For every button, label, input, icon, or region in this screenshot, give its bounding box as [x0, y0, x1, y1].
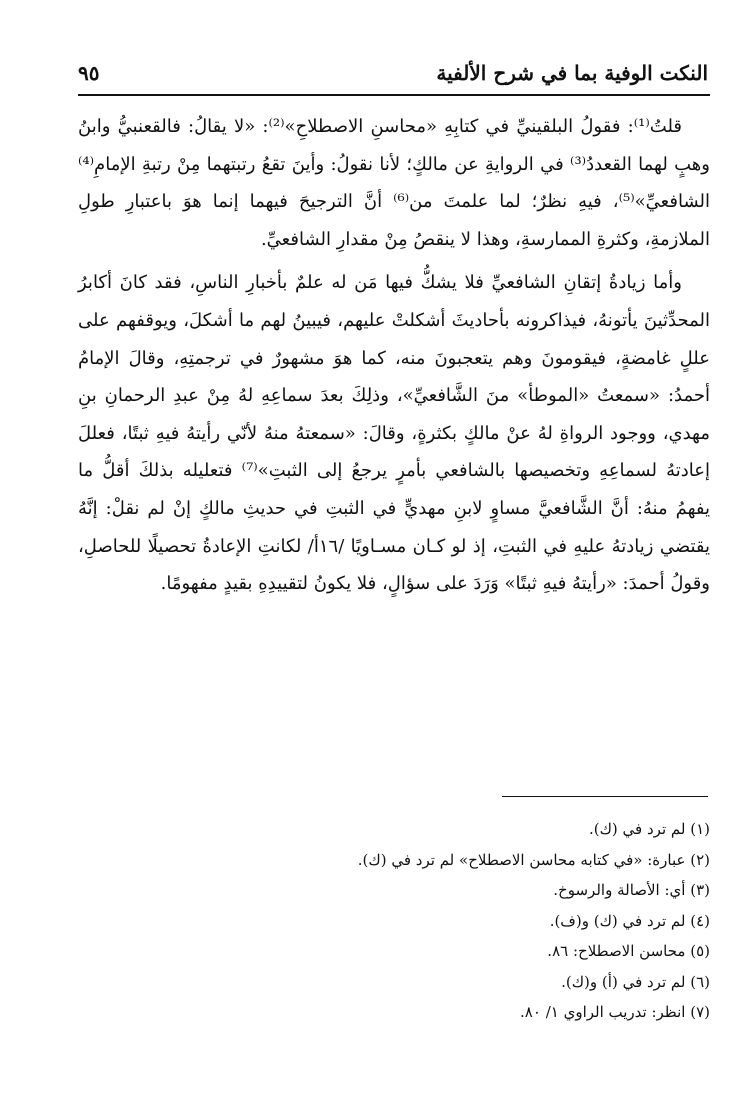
footnote: (٧) انظر: تدريب الراوي ١/ ٨٠.	[520, 1003, 710, 1021]
page-number: ٩٥	[78, 61, 100, 85]
footnote: (٢) عبارة: «في كتابه محاسن الاصطلاح» لم ترد في (ك).	[357, 850, 710, 869]
footnote: (٦) لم ترد في (أ) و(ك).	[561, 972, 710, 991]
running-title: النكت الوفية بما في شرح الألفية	[436, 61, 708, 85]
header-divider	[78, 94, 710, 96]
footnote: (٤) لم ترد في (ك) و(ف).	[549, 911, 710, 930]
footnote-divider	[502, 796, 708, 797]
footnote: (٣) أي: الأصالة والرسوخ.	[553, 881, 710, 899]
paragraph: وأما زيادةُ إتقانِ الشافعيِّ فلا يشكُّ فيها مَن له علمٌ بأخبارِ الناسِ، فقد كانَ أكابرُ المحدِّثينَ يأتونهُ، فيذاكرونه بأحاديثَ أشكلتْ عليهم، فيبينُ لهم ما أشكلَ، ويوقفهم على عللٍ غامضةٍ، فيقومونَ وهم يتعجبونَ منه، كما هوَ مشهورٌ في ترجمتِهِ، وقالَ الإمامُ أحمدُ: «سمعتُ «الموطأ» منَ الشَّافعيِّ»، وذلِكَ بعدَ سماعِهِ لهُ مِنْ عبدِ الرحمانِ بنِ مهدي، ووجود الرواةِ لهُ عنْ مالكٍ بكثرةٍ، وقالَ: «سمعتهُ منهُ لأنّي رأيتهُ فيهِ ثبتًا، فعللَ إعادتهُ لسماعِهِ وتخصيصها بالشافعي بأمرٍ يرجعُ إلى الثبتِ»⁽⁷⁾ فتعليله بذلكَ أقلُّ ما يفهمُ منهُ: أنَّ الشَّافعيَّ مساوٍ لابنِ مهديٍّ في الثبتِ في حديثِ مالكٍ إنْ لم نقلْ: إنَّهُ يقتضي زيادتهُ عليهِ في الثبتِ، إذ لو كـان مسـاويًا /١٦أ/ لكانتِ الإعادةُ تحصيلًا للحاصلِ، وقولُ أحمدَ: «رأيتهُ فيهِ ثبتًا» وَرَدَ على سؤالٍ، فلا يكونُ لتقييدِهِ بقيدٍ مفهومًا.	[78, 272, 710, 595]
footnote: (١) لم ترد في (ك).	[588, 820, 710, 838]
main-text	[78, 108, 710, 603]
paragraph: قلتُ⁽¹⁾: فقولُ البلقينيِّ في كتابِهِ «محاسنِ الاصطلاحِ»⁽²⁾: «لا يقالُ: فالقعنبيُّ وابنُ وهبٍ لهما القعددُ⁽³⁾ في الروايةِ عن مالكٍ؛ لأنا نقولُ: وأينَ تقعُ رتبتهما مِنْ رتبةِ الإمامِ⁽⁴⁾ الشافعيِّ»⁽⁵⁾، فيهِ نظرٌ؛ لما علمتَ من⁽⁶⁾ أنَّ الترجيحَ فيهما إنما هوَ باعتبارِ طولِ الملازمةِ، وكثرةِ الممارسةِ، وهذا لا ينقصُ مِنْ مقدارِ الشافعيِّ.	[78, 116, 710, 250]
footnote: (٥) محاسن الاصطلاح: ٨٦.	[547, 942, 710, 960]
page-header	[78, 58, 708, 92]
footnotes-list	[78, 814, 710, 1028]
